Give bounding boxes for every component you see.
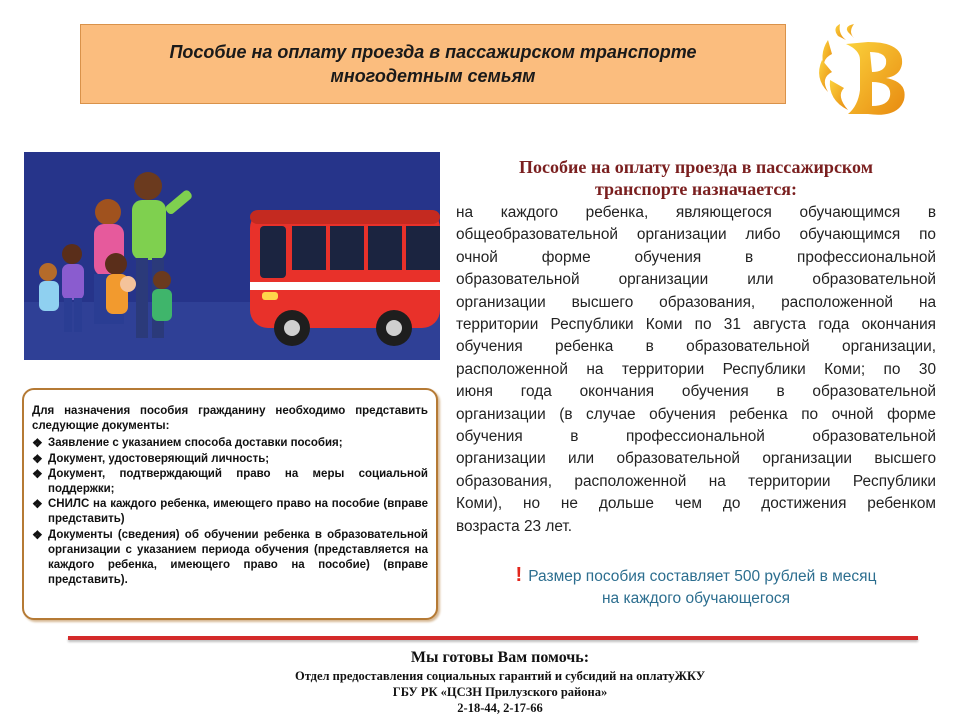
info-body-line: июня года окончания обучения в образовательной: [456, 383, 936, 401]
list-item: [32, 497, 428, 527]
documents-intro: Для назначения пособия гражданину необходимо представить следующие документы:: [32, 405, 428, 433]
info-body-line: организации (в случае обучения ребенка по очной форме: [456, 405, 936, 423]
info-heading-line-2: транспорте назначается:: [594, 179, 798, 199]
info-body-line: на каждого ребенка, являющегося обучающимся в: [456, 204, 936, 221]
diamond-bullet-icon: ❖: [32, 527, 43, 542]
info-body-line: образовательной организации или образовательной: [456, 271, 936, 289]
info-body-line: возраста 23 лет.: [456, 517, 573, 535]
info-heading: [452, 156, 940, 200]
title-banner: [80, 24, 786, 104]
info-body-line: общеобразовательной организации либо обучающимся по: [456, 226, 936, 244]
benefit-line-2: на каждого обучающегося: [601, 590, 790, 607]
family-and-bus-illustration: [24, 152, 440, 360]
footer-contacts: [120, 648, 880, 716]
info-body-line: территории Республики Коми по 31 августа года окончания: [456, 316, 936, 334]
exclamation-icon: !: [515, 564, 523, 586]
info-body-line: обучения в профессиональной образовательной: [456, 428, 936, 446]
info-body-line: Коми), но не дольше чем до достижения ребенком: [456, 495, 936, 513]
diamond-bullet-icon: ❖: [32, 466, 43, 481]
diamond-bullet-icon: ❖: [32, 436, 43, 451]
diamond-bullet-icon: ❖: [32, 451, 43, 466]
document-item-text: Заявление с указанием способа доставки пособия;: [48, 437, 343, 450]
title-line-2: многодетным семьям: [330, 66, 536, 86]
document-item-text: Документы (сведения) об обучении ребенка в образовательной организации с указанием периода обучения (представляется на каждого ребенка, имеющего право на пособие) (вправе представить).: [48, 528, 428, 587]
benefit-line-1: Размер пособия составляет 500 рублей в месяц: [528, 568, 877, 585]
footer-department: Отдел предоставления социальных гарантий и субсидий на оплатуЖКУ: [294, 669, 706, 683]
documents-list: [32, 436, 428, 588]
info-body-line: организации или образовательной организации высшего: [456, 450, 936, 468]
document-item-text: СНИЛС на каждого ребенка, имеющего право на пособие (вправе представить): [48, 498, 428, 526]
footer-title: Мы готовы Вам помочь:: [410, 649, 590, 666]
footer-organization: ГБУ РК «ЦСЗН Прилузского района»: [392, 685, 608, 699]
list-item: [32, 452, 428, 467]
list-item: [32, 467, 428, 497]
footer-phones: 2-18-44, 2-17-66: [457, 701, 543, 715]
letter-v-leaf-logo-icon: [808, 20, 918, 120]
info-body-line: образования, расположенной на территории Республики: [456, 472, 936, 490]
benefit-note: [452, 564, 940, 610]
title-line-1: Пособие на оплату проезда в пассажирском транспорте: [169, 42, 697, 62]
info-body-line: расположенной на территории Республики Коми; по 30: [456, 360, 936, 378]
info-heading-line-1: Пособие на оплату проезда в пассажирском: [519, 157, 873, 177]
list-item: [32, 528, 428, 589]
document-item-text: Документ, удостоверяющий личность;: [48, 452, 270, 465]
divider-line: [68, 636, 918, 640]
document-item-text: Документ, подтверждающий право на меры социальной поддержки;: [48, 467, 428, 496]
info-body-line: очной форме обучения в профессиональной: [456, 248, 936, 266]
info-body-line: обучения ребенка в образовательной организации,: [456, 338, 936, 356]
info-body-line: организации высшего образования, расположенной на: [456, 293, 936, 311]
info-body: [456, 202, 936, 538]
documents-box: [22, 388, 438, 620]
list-item: [32, 436, 428, 451]
diamond-bullet-icon: ❖: [32, 497, 43, 512]
